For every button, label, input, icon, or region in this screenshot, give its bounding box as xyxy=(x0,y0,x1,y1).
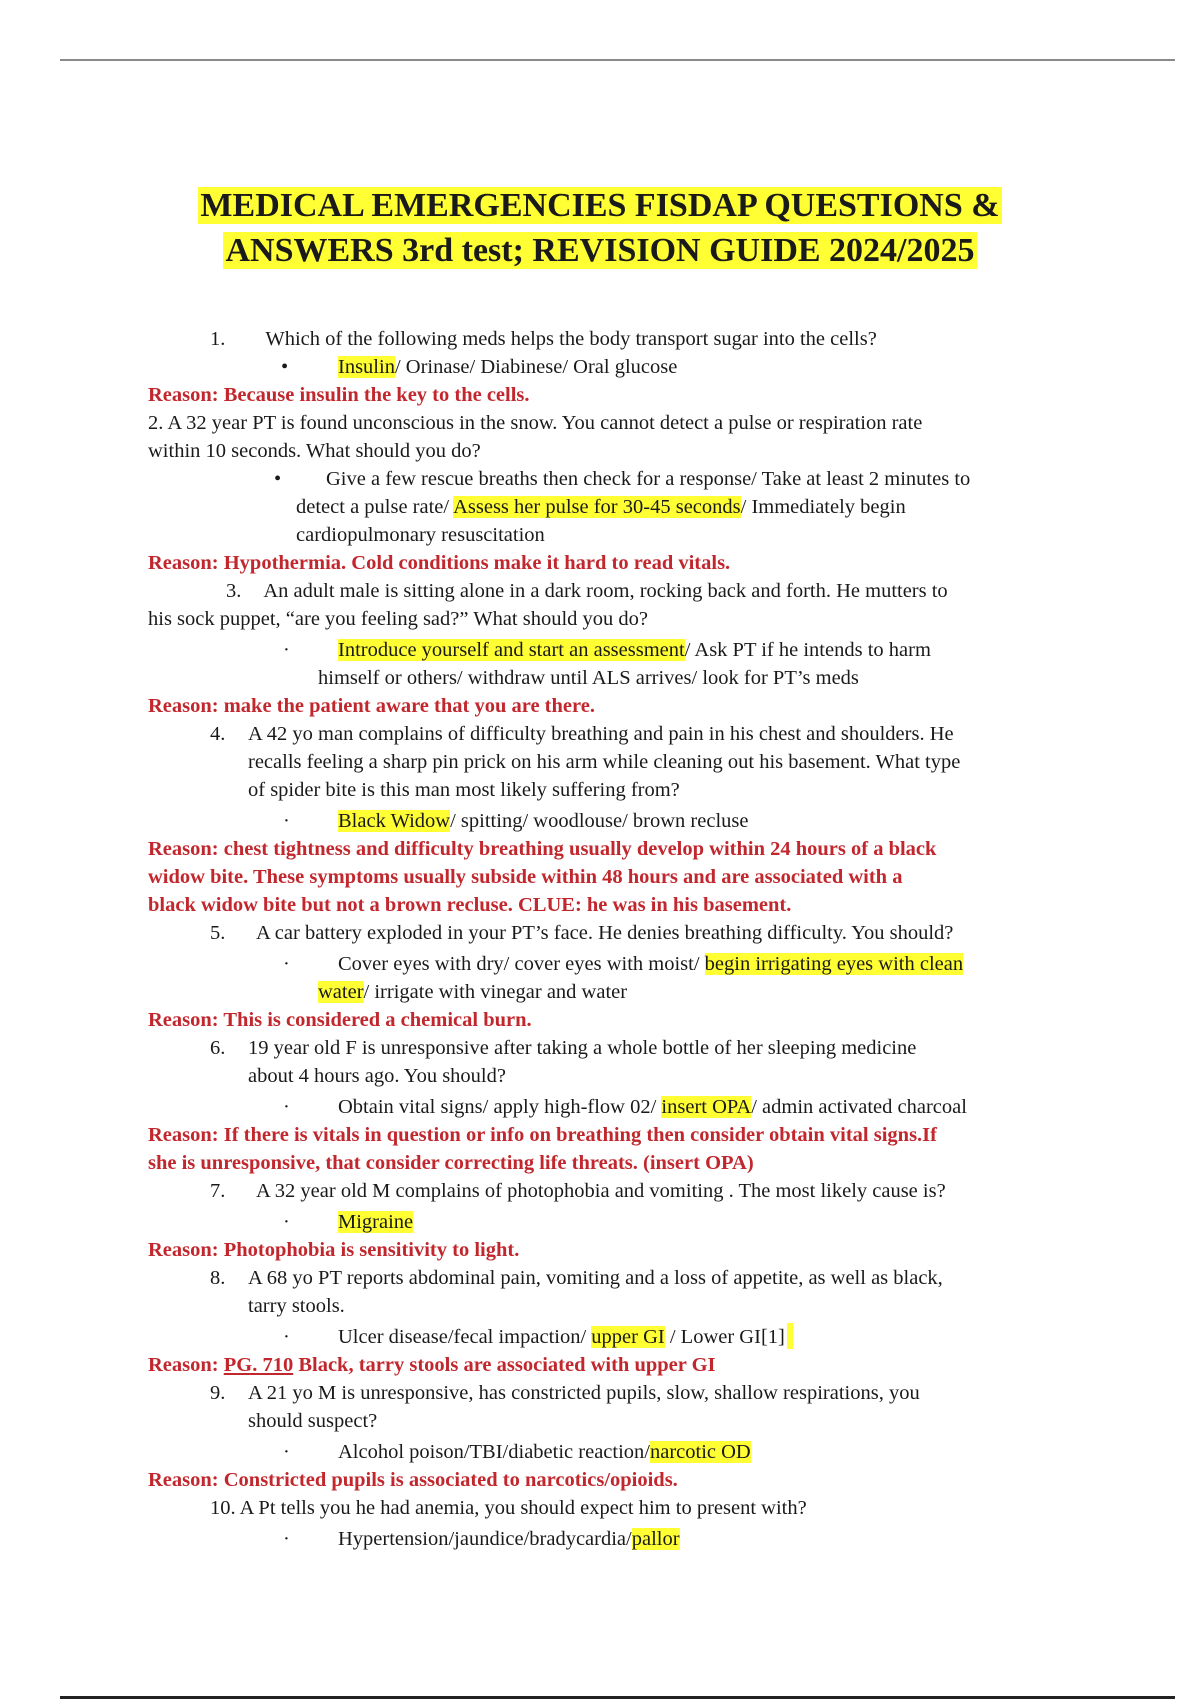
reason-line: black widow bite but not a brown recluse. CLUE: he was in his basement. xyxy=(148,894,792,916)
reason-8 xyxy=(148,1351,1093,1379)
answer-options xyxy=(148,636,1093,664)
reason-prefix: Reason: xyxy=(148,1354,224,1376)
correct-answer: Migraine xyxy=(338,1211,414,1233)
question-10 xyxy=(148,1494,1093,1522)
question-number: 3. xyxy=(226,580,242,602)
option-text: Give a few rescue breaths then check for a response/ Take at least 2 minutes to xyxy=(326,468,971,490)
question-text: should suspect? xyxy=(248,1410,378,1432)
question-9 xyxy=(148,1379,1093,1435)
question-number: 4. xyxy=(210,723,226,745)
option-text: / Immediately begin xyxy=(740,496,906,518)
reason-line: Reason: If there is vitals in question or info on breathing then consider obtain vital signs.If xyxy=(148,1124,937,1146)
question-8 xyxy=(148,1264,1093,1320)
question-number: 1. xyxy=(210,328,226,350)
question-5 xyxy=(148,919,1093,947)
reason-text: Black, tarry stools are associated with upper GI xyxy=(293,1354,716,1376)
correct-answer: Black Widow xyxy=(338,810,451,832)
bullet-icon: • xyxy=(281,356,289,378)
question-number: 2. xyxy=(148,412,164,434)
reason-line: widow bite. These symptoms usually subside within 48 hours and are associated with a xyxy=(148,866,903,888)
question-number: 6. xyxy=(210,1037,226,1059)
bullet-icon: · xyxy=(283,810,290,832)
question-list xyxy=(148,325,1093,1553)
answer-options xyxy=(148,1208,1093,1236)
question-3 xyxy=(148,577,1093,633)
highlight-marker xyxy=(787,1323,793,1349)
option-text: / Orinase/ Diabinese/ Oral glucose xyxy=(394,356,678,378)
bottom-rule xyxy=(60,1696,1175,1699)
reason-2: Reason: Hypothermia. Cold conditions make it hard to read vitals. xyxy=(148,552,731,574)
question-text: A 68 yo PT reports abdominal pain, vomiting and a loss of appetite, as well as black, xyxy=(248,1267,943,1289)
reason-5: Reason: This is considered a chemical burn. xyxy=(148,1009,532,1031)
correct-answer: insert OPA xyxy=(661,1096,752,1118)
answer-options-cont xyxy=(148,978,1093,1006)
reason-line: Reason: chest tightness and difficulty breathing usually develop within 24 hours of a black xyxy=(148,838,937,860)
correct-answer: Assess her pulse for 30-45 seconds xyxy=(453,496,741,518)
question-text: tarry stools. xyxy=(248,1295,345,1317)
correct-answer: narcotic OD xyxy=(649,1441,751,1463)
question-6 xyxy=(148,1034,1093,1090)
question-7 xyxy=(148,1177,1093,1205)
question-text: his sock puppet, “are you feeling sad?” What should you do? xyxy=(148,608,649,630)
bullet-icon: • xyxy=(274,468,282,490)
option-text: Obtain vital signs/ apply high-flow 02/ xyxy=(338,1096,662,1118)
document-title xyxy=(0,183,1200,273)
question-text: A car battery exploded in your PT’s face. He denies breathing difficulty. You should? xyxy=(256,922,954,944)
bullet-icon: · xyxy=(283,1096,290,1118)
answer-options xyxy=(148,1525,1093,1553)
question-text: 19 year old F is unresponsive after taking a whole bottle of her sleeping medicine xyxy=(248,1037,917,1059)
question-4 xyxy=(148,720,1093,804)
option-text: / irrigate with vinegar and water xyxy=(363,981,628,1003)
question-text: of spider bite is this man most likely suffering from? xyxy=(248,779,680,801)
option-text: / spitting/ woodlouse/ brown recluse xyxy=(450,810,749,832)
reason-3: Reason: make the patient aware that you are there. xyxy=(148,695,595,717)
correct-answer: Introduce yourself and start an assessment xyxy=(338,639,685,661)
question-text: about 4 hours ago. You should? xyxy=(248,1065,506,1087)
question-text: Which of the following meds helps the body transport sugar into the cells? xyxy=(265,328,877,350)
bullet-icon: · xyxy=(283,1326,290,1348)
reason-7: Reason: Photophobia is sensitivity to light. xyxy=(148,1239,520,1261)
option-text: / Lower GI[1] xyxy=(664,1326,785,1348)
correct-answer: upper GI xyxy=(591,1326,665,1348)
question-number: 9. xyxy=(210,1382,226,1404)
answer-options xyxy=(148,950,1093,978)
question-2 xyxy=(148,409,1093,465)
answer-options xyxy=(148,807,1093,835)
option-text: himself or others/ withdraw until ALS arrives/ look for PT’s meds xyxy=(318,667,859,689)
option-text: / admin activated charcoal xyxy=(751,1096,967,1118)
answer-options xyxy=(148,1438,1093,1466)
bullet-icon: · xyxy=(283,1441,290,1463)
correct-answer: begin irrigating eyes with clean xyxy=(704,953,964,975)
question-number: 5. xyxy=(210,922,226,944)
option-text: Alcohol poison/TBI/diabetic reaction/ xyxy=(338,1441,650,1463)
option-text: / Ask PT if he intends to harm xyxy=(684,639,931,661)
answer-options-cont xyxy=(148,664,1093,692)
question-text: A 21 yo M is unresponsive, has constricted pupils, slow, shallow respirations, you xyxy=(248,1382,920,1404)
question-text: A 32 year PT is found unconscious in the snow. You cannot detect a pulse or respiration rate xyxy=(167,412,923,434)
correct-answer: water xyxy=(318,981,364,1003)
reason-9: Reason: Constricted pupils is associated to narcotics/opioids. xyxy=(148,1469,678,1491)
reason-1: Reason: Because insulin the key to the cells. xyxy=(148,384,530,406)
answer-options xyxy=(148,1093,1093,1121)
page-reference-link[interactable]: PG. 710 xyxy=(223,1354,294,1376)
question-text: A Pt tells you he had anemia, you should expect him to present with? xyxy=(239,1497,807,1519)
title-line-1: MEDICAL EMERGENCIES FISDAP QUESTIONS & xyxy=(200,187,1000,224)
answer-options xyxy=(148,1323,1093,1351)
question-text: A 32 year old M complains of photophobia and vomiting . The most likely cause is? xyxy=(256,1180,946,1202)
question-text: recalls feeling a sharp pin prick on his arm while cleaning out his basement. What type xyxy=(248,751,961,773)
correct-answer: pallor xyxy=(631,1528,680,1550)
bullet-icon: · xyxy=(283,1211,290,1233)
answer-options xyxy=(148,353,1093,381)
correct-answer: Insulin xyxy=(338,356,395,378)
question-text: within 10 seconds. What should you do? xyxy=(148,440,481,462)
reason-4 xyxy=(148,835,1093,919)
option-text: Hypertension/jaundice/bradycardia/ xyxy=(338,1528,632,1550)
top-rule xyxy=(60,59,1175,61)
option-text: Cover eyes with dry/ cover eyes with moist/ xyxy=(338,953,705,975)
question-text: An adult male is sitting alone in a dark room, rocking back and forth. He mutters to xyxy=(263,580,948,602)
bullet-icon: · xyxy=(283,953,290,975)
question-1 xyxy=(148,325,1093,353)
answer-options xyxy=(148,465,1093,549)
reason-line: she is unresponsive, that consider correcting life threats. (insert OPA) xyxy=(148,1152,754,1174)
question-text: A 42 yo man complains of difficulty breathing and pain in his chest and shoulders. He xyxy=(248,723,954,745)
question-number: 7. xyxy=(210,1180,226,1202)
title-line-2: ANSWERS 3rd test; REVISION GUIDE 2024/2025 xyxy=(225,232,975,269)
option-text: cardiopulmonary resuscitation xyxy=(296,524,545,546)
question-number: 8. xyxy=(210,1267,226,1289)
bullet-icon: · xyxy=(283,1528,290,1550)
question-number: 10. xyxy=(210,1497,236,1519)
option-text: detect a pulse rate/ xyxy=(296,496,454,518)
reason-6 xyxy=(148,1121,1093,1177)
bullet-icon: · xyxy=(283,639,290,661)
option-text: Ulcer disease/fecal impaction/ xyxy=(338,1326,592,1348)
